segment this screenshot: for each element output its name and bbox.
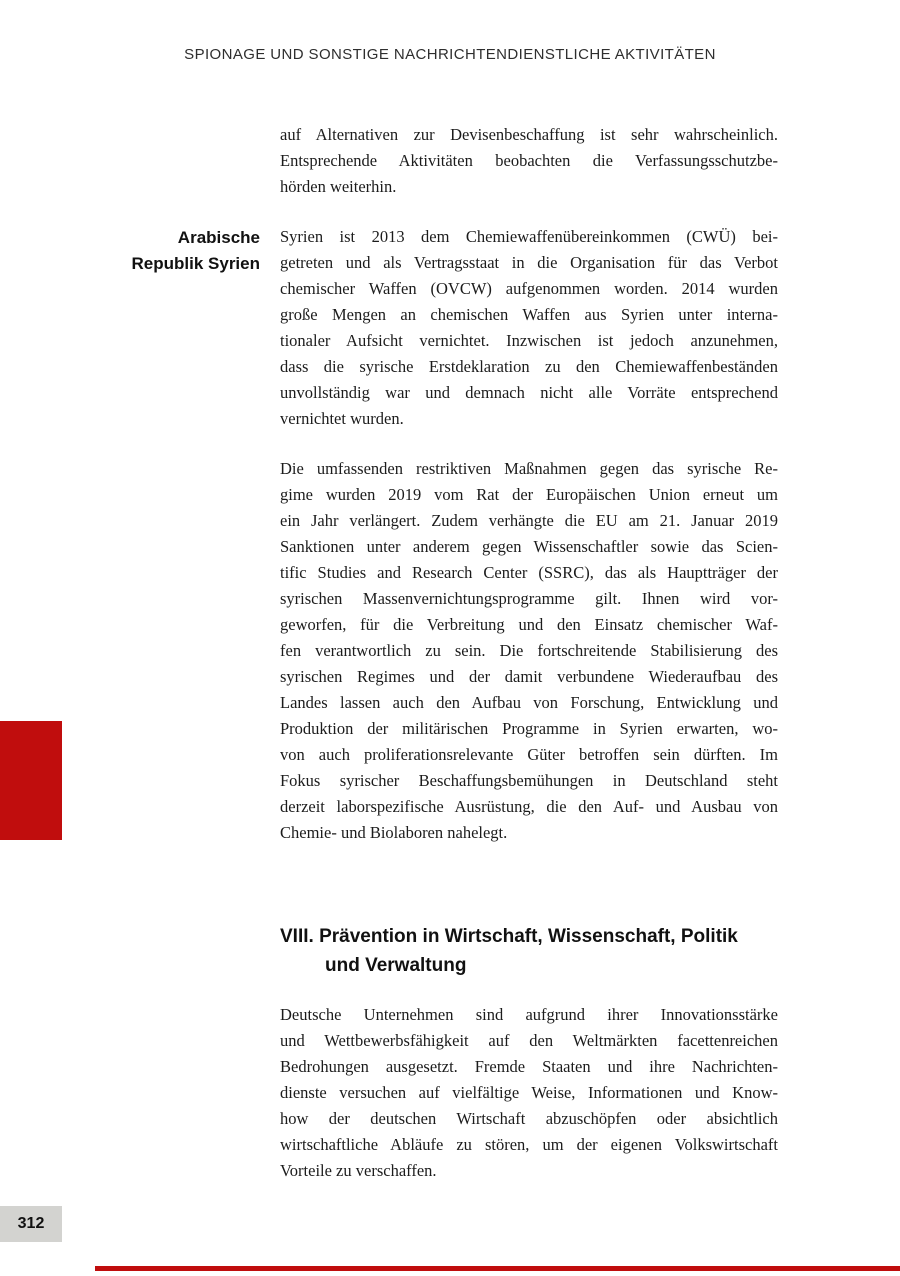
text-line: wirtschaftliche Abläufe zu stören, um der eigenen Volkswirtschaft bbox=[280, 1135, 778, 1154]
text-line: dass die syrische Erstdeklaration zu den Chemiewaffenbeständen bbox=[280, 357, 778, 376]
text-line: Fokus syrischer Beschaffungsbemühungen in Deutschland steht bbox=[280, 771, 778, 790]
text-line: derzeit laborspezifische Ausrüstung, die den Auf- und Ausbau von bbox=[280, 797, 778, 816]
text-line: Entsprechende Aktivitäten beobachten die Verfassungsschutzbe- bbox=[280, 151, 778, 170]
text-line: tific Studies and Research Center (SSRC), das als Hauptträger der bbox=[280, 563, 778, 582]
text-line: geworfen, für die Verbreitung und den Einsatz chemischer Waf- bbox=[280, 615, 778, 634]
text-line: Die umfassenden restriktiven Maßnahmen gegen das syrische Re- bbox=[280, 459, 778, 478]
text-line: Bedrohungen ausgesetzt. Fremde Staaten und ihre Nachrichten- bbox=[280, 1057, 778, 1076]
text-line: Syrien ist 2013 dem Chemiewaffenübereinkommen (CWÜ) bei- bbox=[280, 227, 778, 246]
text-line: Produktion der militärischen Programme in Syrien erwarten, wo- bbox=[280, 719, 778, 738]
text-line: vernichtet wurden. bbox=[280, 409, 404, 428]
text-line: getreten und als Vertragsstaat in die Organisation für das Verbot bbox=[280, 253, 778, 272]
text-line: Arabische bbox=[177, 228, 260, 247]
text-line: Sanktionen unter anderem gegen Wissenschaftler sowie das Scien- bbox=[280, 537, 778, 556]
text-line: Landes lassen auch den Aufbau von Forschung, Entwicklung und bbox=[280, 693, 778, 712]
page-number-tab bbox=[0, 1206, 62, 1242]
chapter-margin-marker bbox=[0, 721, 62, 840]
text-line: hörden weiterhin. bbox=[280, 177, 397, 196]
paragraph-devisenbeschaffung bbox=[280, 122, 778, 200]
section-heading-line2: und Verwaltung bbox=[325, 955, 467, 976]
text-line: ein Jahr verlängert. Zudem verhängte die EU am 21. Januar 2019 bbox=[280, 511, 778, 530]
paragraph-syrien-cwue bbox=[280, 224, 778, 432]
text-line: syrischen Regimes und der damit verbundene Wiederaufbau des bbox=[280, 667, 778, 686]
text-line: how der deutschen Wirtschaft abzuschöpfen oder absichtlich bbox=[280, 1109, 778, 1128]
paragraph-eu-sanktionen bbox=[280, 456, 778, 846]
paragraph-deutsche-unternehmen bbox=[280, 1002, 778, 1184]
text-line: chemischer Waffen (OVCW) aufgenommen worden. 2014 wurden bbox=[280, 279, 778, 298]
text-line: syrischen Massenvernichtungsprogramme gilt. Ihnen wird vor- bbox=[280, 589, 778, 608]
section-heading bbox=[280, 922, 780, 980]
text-line: große Mengen an chemischen Waffen aus Syrien unter interna- bbox=[280, 305, 778, 324]
text-line: unvollständig war und demnach nicht alle Vorräte entsprechend bbox=[280, 383, 778, 402]
text-line: tionaler Aufsicht vernichtet. Inzwischen ist jedoch anzunehmen, bbox=[280, 331, 778, 350]
margin-label-arabische-republik-syrien bbox=[60, 225, 260, 277]
text-line: fen verantwortlich zu sein. Die fortschreitende Stabilisierung des bbox=[280, 641, 778, 660]
text-line: Vorteile zu verschaffen. bbox=[280, 1161, 437, 1180]
running-header: SPIONAGE UND SONSTIGE NACHRICHTENDIENSTLICHE AKTIVITÄTEN bbox=[184, 46, 716, 63]
text-line: gime wurden 2019 vom Rat der Europäischen Union erneut um bbox=[280, 485, 778, 504]
footer-rule bbox=[95, 1266, 900, 1271]
text-line: auf Alternativen zur Devisenbeschaffung ist sehr wahrscheinlich. bbox=[280, 125, 778, 144]
text-line: Republik Syrien bbox=[131, 254, 260, 273]
text-line: dienste versuchen auf vielfältige Weise, Informationen und Know- bbox=[280, 1083, 778, 1102]
section-heading-line1: VIII. Prävention in Wirtschaft, Wissenschaft, Politik bbox=[280, 926, 738, 947]
text-line: von auch proliferationsrelevante Güter betroffen sein dürften. Im bbox=[280, 745, 778, 764]
page-number: 312 bbox=[17, 1215, 45, 1232]
text-line: und Wettbewerbsfähigkeit auf den Weltmärkten facettenreichen bbox=[280, 1031, 778, 1050]
text-line: Chemie- und Biolaboren nahelegt. bbox=[280, 823, 508, 842]
text-line: Deutsche Unternehmen sind aufgrund ihrer Innovationsstärke bbox=[280, 1005, 778, 1024]
